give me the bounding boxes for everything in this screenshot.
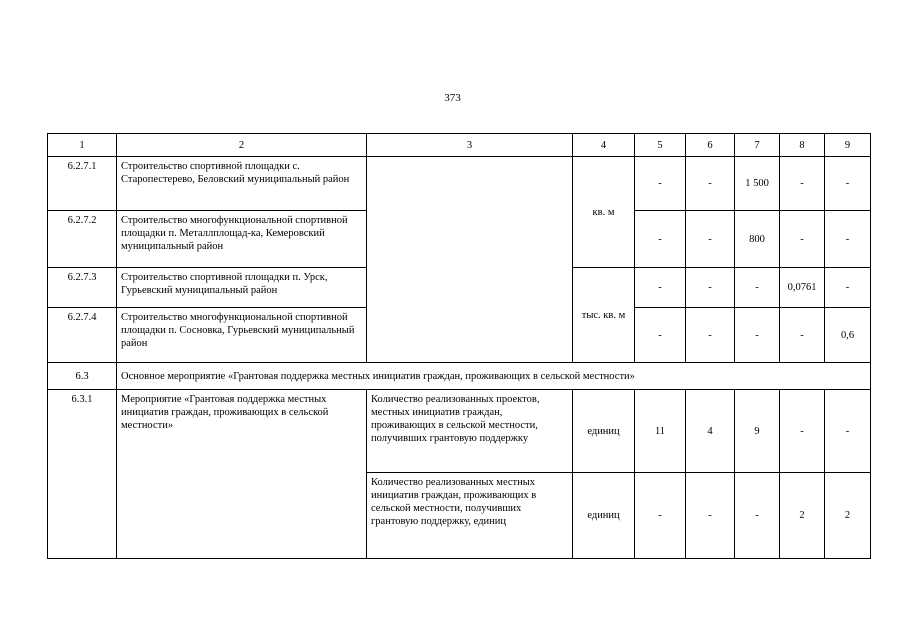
value-cell: - <box>635 473 686 559</box>
value-cell: 1 500 <box>735 157 780 211</box>
value-cell: 800 <box>735 211 780 268</box>
value-cell: 9 <box>735 390 780 473</box>
empty-indicator-cell <box>367 157 573 363</box>
value-cell: - <box>825 268 871 308</box>
value-cell: - <box>686 473 735 559</box>
value-cell: 11 <box>635 390 686 473</box>
section-number: 6.3 <box>48 363 117 390</box>
unit-cell: единиц <box>573 473 635 559</box>
value-cell: - <box>825 157 871 211</box>
value-cell: - <box>825 211 871 268</box>
value-cell: - <box>780 390 825 473</box>
value-cell: - <box>686 157 735 211</box>
header-cell-8: 8 <box>780 134 825 157</box>
unit-cell: тыс. кв. м <box>573 268 635 363</box>
value-cell: - <box>825 390 871 473</box>
header-cell-2: 2 <box>117 134 367 157</box>
value-cell: - <box>686 268 735 308</box>
value-cell: - <box>635 268 686 308</box>
value-cell: 0,6 <box>825 308 871 363</box>
header-cell-3: 3 <box>367 134 573 157</box>
row-number: 6.2.7.3 <box>48 268 117 308</box>
value-cell: - <box>780 211 825 268</box>
header-cell-1: 1 <box>48 134 117 157</box>
value-cell: 2 <box>825 473 871 559</box>
header-cell-5: 5 <box>635 134 686 157</box>
value-cell: - <box>735 308 780 363</box>
header-cell-6: 6 <box>686 134 735 157</box>
row-name: Строительство многофункциональной спортивной площадки п. Сосновка, Гурьевский муниципальный район <box>117 308 367 363</box>
value-cell: - <box>735 473 780 559</box>
page-number: 373 <box>444 92 461 104</box>
table-row <box>48 390 871 473</box>
header-cell-9: 9 <box>825 134 871 157</box>
indicator-name: Количество реализованных проектов, местных инициатив граждан, проживающих в сельской местности, получивших грантовую поддержку <box>367 390 573 473</box>
value-cell: 0,0761 <box>780 268 825 308</box>
header-row <box>48 134 871 157</box>
section-title: Основное мероприятие «Грантовая поддержка местных инициатив граждан, проживающих в сельской местности» <box>117 363 871 390</box>
header-cell-4: 4 <box>573 134 635 157</box>
value-cell: - <box>780 308 825 363</box>
value-cell: - <box>735 268 780 308</box>
value-cell: - <box>635 157 686 211</box>
unit-cell: кв. м <box>573 157 635 268</box>
row-name: Строительство спортивной площадки с. Старопестерево, Беловский муниципальный район <box>117 157 367 211</box>
row-number: 6.2.7.1 <box>48 157 117 211</box>
row-name: Строительство спортивной площадки п. Урск, Гурьевский муниципальный район <box>117 268 367 308</box>
value-cell: 2 <box>780 473 825 559</box>
unit-cell: единиц <box>573 390 635 473</box>
value-cell: - <box>780 157 825 211</box>
row-name: Строительство многофункциональной спортивной площадки п. Металлплощад-ка, Кемеровский муниципальный район <box>117 211 367 268</box>
table-row <box>48 157 871 211</box>
section-row <box>48 363 871 390</box>
row-number: 6.3.1 <box>48 390 117 559</box>
value-cell: 4 <box>686 390 735 473</box>
header-cell-7: 7 <box>735 134 780 157</box>
value-cell: - <box>686 308 735 363</box>
row-number: 6.2.7.4 <box>48 308 117 363</box>
value-cell: - <box>635 308 686 363</box>
row-number: 6.2.7.2 <box>48 211 117 268</box>
indicator-name: Количество реализованных местных инициатив граждан, проживающих в сельской местности, получивших грантовую поддержку, единиц <box>367 473 573 559</box>
value-cell: - <box>686 211 735 268</box>
value-cell: - <box>635 211 686 268</box>
indicator-table <box>47 133 871 559</box>
row-name: Мероприятие «Грантовая поддержка местных инициатив граждан, проживающих в сельской местности» <box>117 390 367 559</box>
